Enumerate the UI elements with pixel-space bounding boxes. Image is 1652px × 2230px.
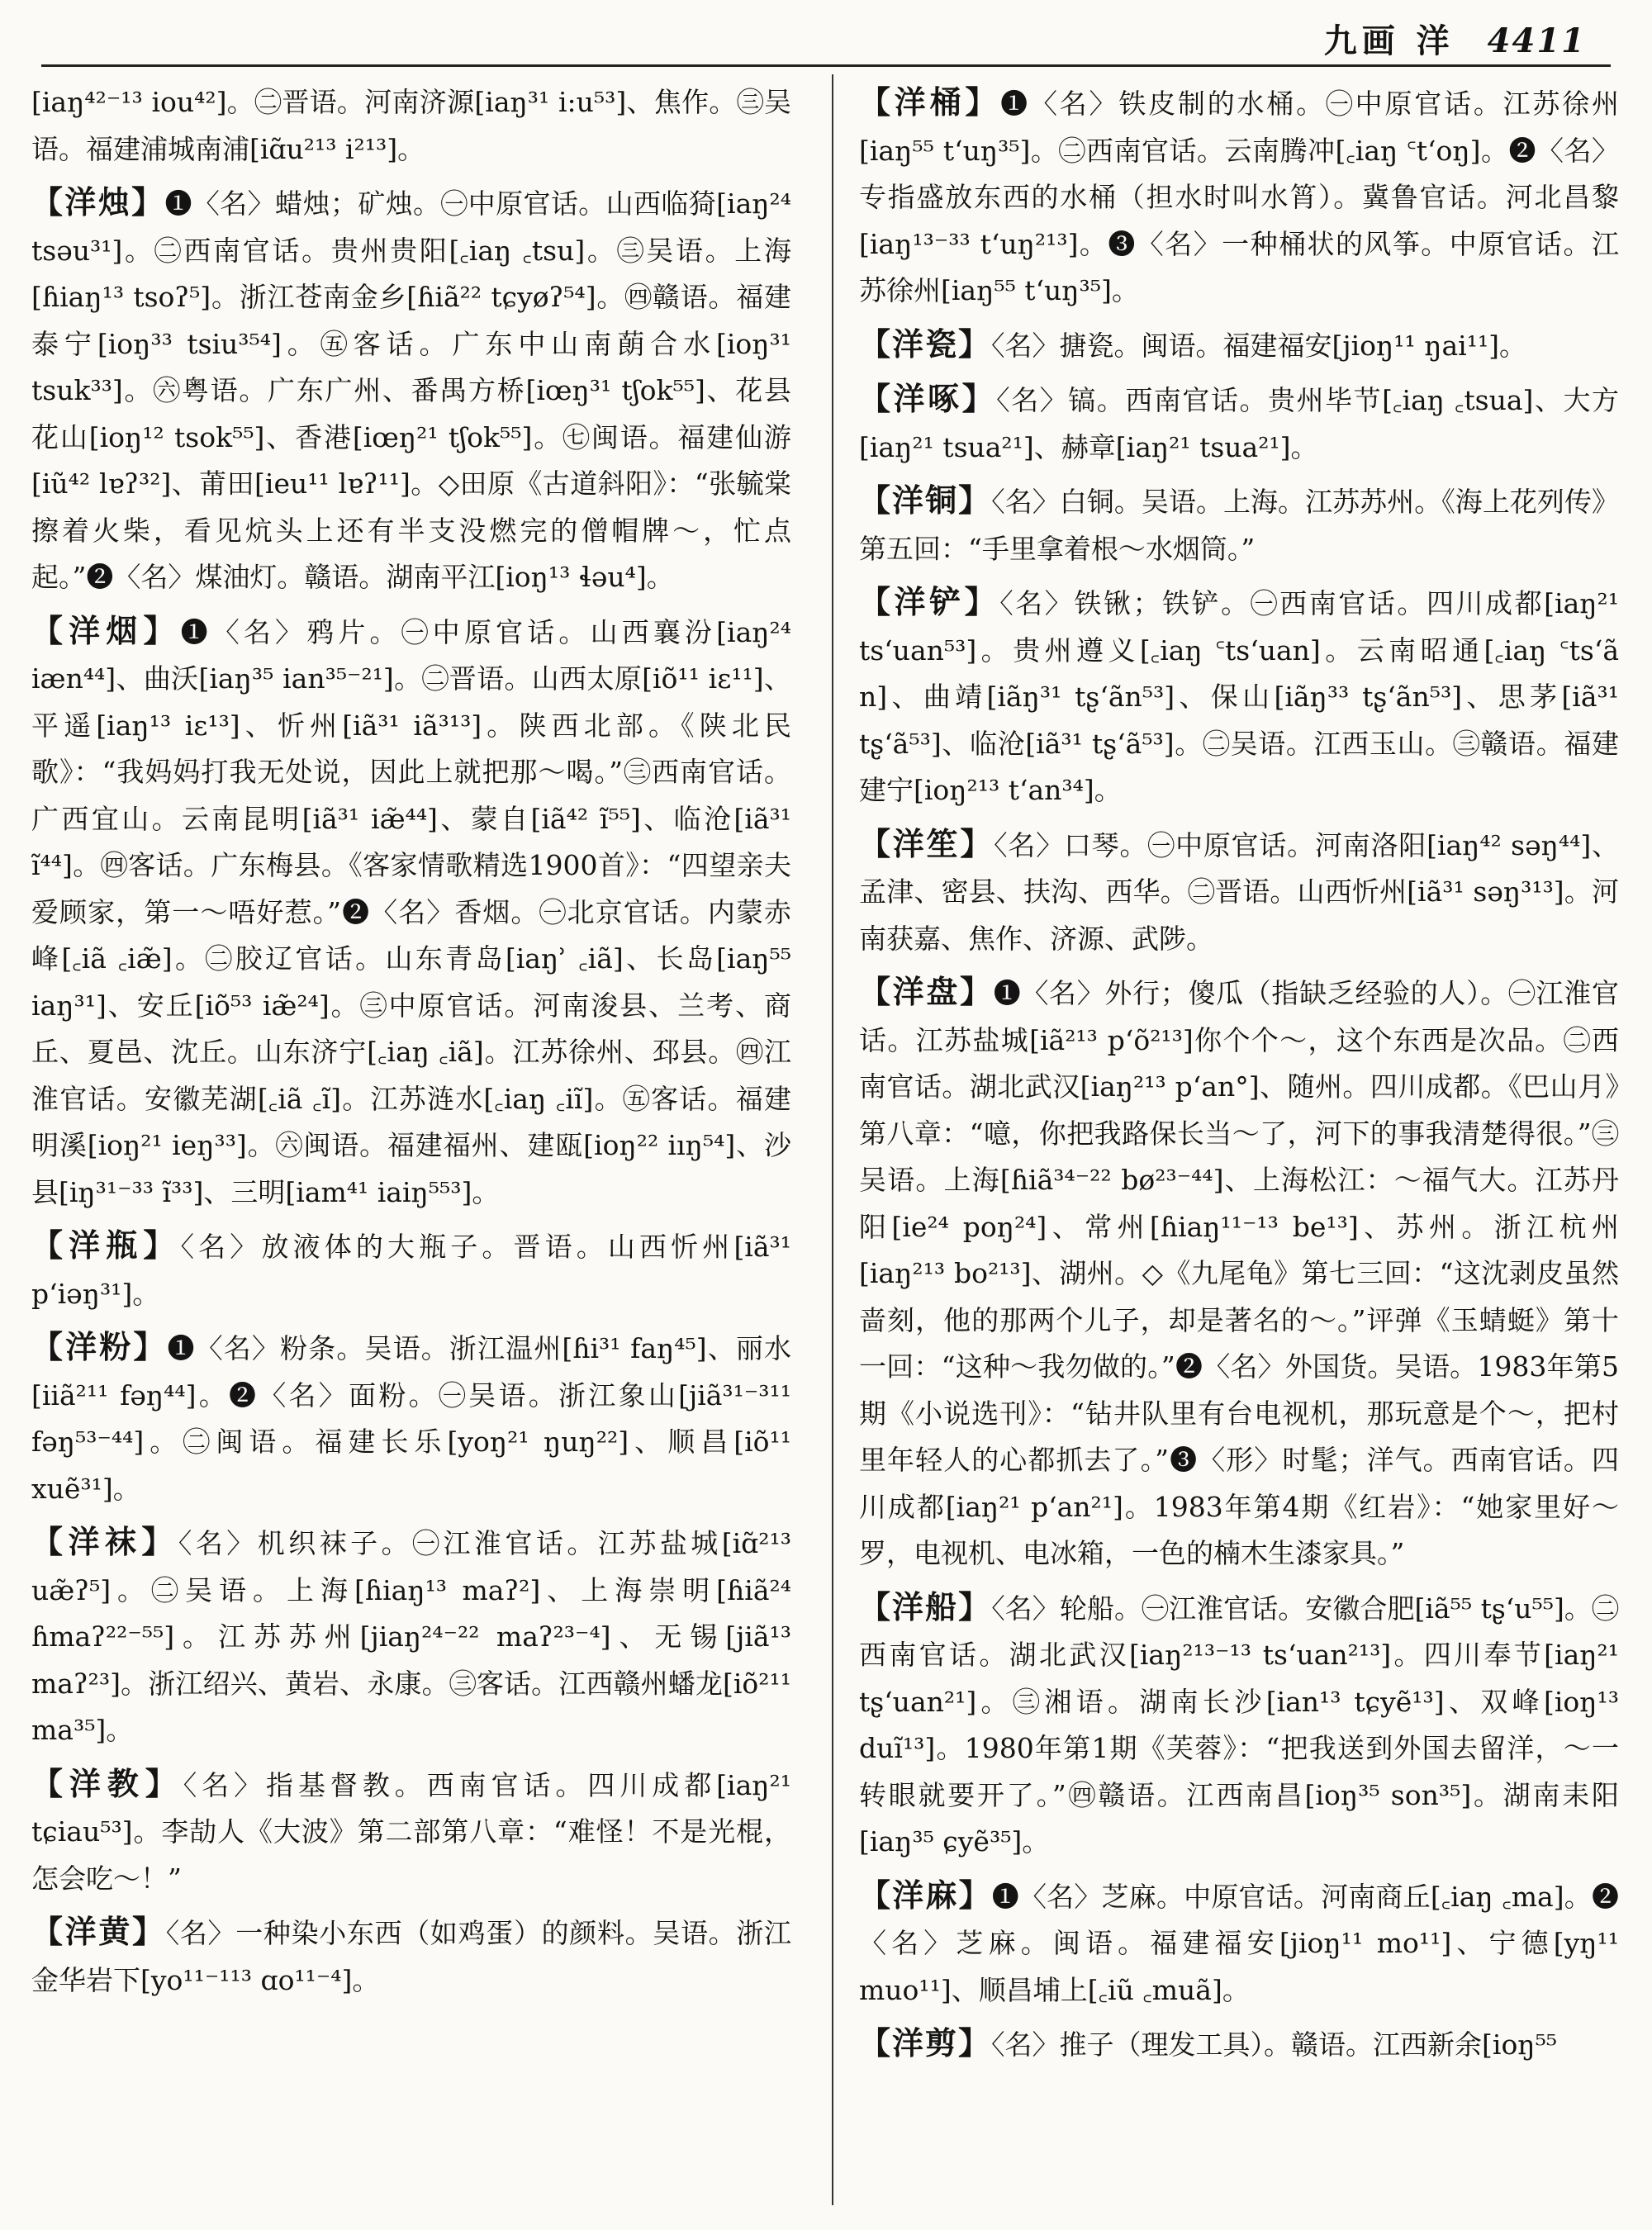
column-divider [832,74,833,2205]
entry-headword: 【洋粉】 [31,1328,168,1365]
entry-definition: 〈名〉搪瓷。闽语。福建福安[jioŋ¹¹ ŋai¹¹]。 [991,329,1527,362]
entry-definition: 〈名〉白铜。吴语。上海。江苏苏州。《海上花列传》第五回：“手里拿着根～水烟筒。” [859,486,1619,565]
entry-headword: 【洋桶】 [859,83,1001,121]
page-number: 4411 [1487,21,1586,60]
dictionary-entry [859,2020,1619,2069]
entry-headword: 【洋教】 [31,1764,183,1802]
continued-entry-text: [iaŋ⁴²⁻¹³ iou⁴²]。㊁晋语。河南济源[iaŋ³¹ i:u⁵³]、焦作。㊂吴语。福建浦城南浦[iɑ̃u²¹³ i²¹³]。 [31,86,791,165]
entry-headword: 【洋盘】 [859,973,994,1010]
entry-definition: 〈名〉指基督教。西南官话。四川成都[iaŋ²¹ tɕiau⁵³]。李劼人《大波》第二部第八章：“难怪！不是光棍，怎会吃～！” [31,1768,791,1895]
dictionary-entry [859,579,1619,814]
entry-definition: 〈名〉一种染小东西（如鸡蛋）的颜料。吴语。浙江金华岩下[yo¹¹⁻¹¹³ ɑo¹¹⁻⁴]。 [31,1917,791,1996]
entry-definition: 〈名〉放液体的大瓶子。晋语。山西忻州[iã³¹ pʻiəŋ³¹]。 [31,1231,791,1310]
dictionary-entry [31,1324,791,1512]
entry-headword: 【洋麻】 [859,1876,992,1914]
dictionary-entry [859,477,1619,572]
dictionary-entry [859,321,1619,370]
running-head-title: 九画 洋 [1323,21,1455,60]
page-header [0,0,1652,66]
dictionary-entry [31,1519,791,1754]
entry-headword: 【洋剪】 [859,2024,992,2062]
entry-definition: 〈名〉铁锹；铁铲。㊀西南官话。四川成都[iaŋ²¹ tsʻuan⁵³]。贵州遵义[꜀iaŋ ꜂tsʻuan]。云南昭通[꜀iaŋ ꜂tsʻã n]、曲靖[iãŋ³¹ tʂʻãn⁵³]、保山[iãŋ³³ tʂʻãn⁵³]、思茅[iã³¹ tʂʻã⁵³]、临沧[iã³¹ tʂʻã⁵³]。㊁吴语。江西玉山。㊂赣语。福建建宁[ioŋ²¹³ tʻan³⁴]。 [859,587,1619,806]
entry-headword: 【洋烟】 [31,611,181,649]
dictionary-entry [859,79,1619,315]
entry-headword: 【洋笙】 [859,824,995,862]
entry-headword: 【洋烛】 [31,183,165,221]
entry-definition: ❶〈名〉铁皮制的水桶。㊀中原官话。江苏徐州[iaŋ⁵⁵ tʻuŋ³⁵]。㊁西南官话。云南腾冲[꜀iaŋ ꜂tʻoŋ]。❷〈名〉专指盛放东西的水桶（担水时叫水筲）。冀鲁官话。河北昌黎[iaŋ¹³⁻³³ tʻuŋ²¹³]。❸〈名〉一种桶状的风筝。中原官话。江苏徐州[iaŋ⁵⁵ tʻuŋ³⁵]。 [859,88,1619,306]
entry-headword: 【洋铜】 [859,482,992,519]
entry-definition: ❶〈名〉外行；傻瓜（指缺乏经验的人）。㊀江淮官话。江苏盐城[iã²¹³ pʻõ²¹³]你个个～，这个东西是次品。㊁西南官话。湖北武汉[iaŋ²¹³ pʻan°]、随州。四川成都。《巴山月》第八章：“噫，你把我路保长当～了，河下的事我清楚得很。”㊂吴语。上海[ɦiã³⁴⁻²² bø²³⁻⁴⁴]、上海松江：～福气大。江苏丹阳[ie²⁴ poŋ²⁴]、常州[ɦiaŋ¹¹⁻¹³ be¹³]、苏州。浙江杭州[iaŋ²¹³ bo²¹³]、湖州。◇《九尾龟》第七三回：“这沈剥皮虽然啬刻，他的那两个儿子，却是著名的～。”评弹《玉蜻蜓》第十一回：“这种～我勿做的。”❷〈名〉外国货。吴语。1983年第5期《小说选刊》：“钻井队里有台电视机，那玩意是个～，把村里年轻人的心都抓去了。”❸〈形〉时髦；洋气。西南官话。四川成都[iaŋ²¹ pʻan²¹]。1983年第4期《红岩》：“她家里好～罗，电视机、电冰箱，一色的楠木生漆家具。” [859,977,1619,1569]
dictionary-entry [859,376,1619,471]
dictionary-entry [31,179,791,601]
entry-definition: 〈名〉推子（理发工具）。赣语。江西新余[ioŋ⁵⁵ [991,2028,1558,2061]
entry-definition: ❶〈名〉粉条。吴语。浙江温州[ɦi³¹ faŋ⁴⁵]、丽水[iiã²¹¹ fəŋ⁴⁴]。❷〈名〉面粉。㊀吴语。浙江象山[jiã³¹⁻³¹¹ fəŋ⁵³⁻⁴⁴]。㊁闽语。福建长乐[yoŋ²¹ ŋuŋ²²]、顺昌[iõ¹¹ xuẽ³¹]。 [31,1332,791,1505]
entry-headword: 【洋瓶】 [31,1226,181,1264]
entry-definition: 〈名〉轮船。㊀江淮官话。安徽合肥[iã⁵⁵ tʂʻu⁵⁵]。㊁西南官话。湖北武汉[iaŋ²¹³⁻¹³ tsʻuan²¹³]。四川奉节[iaŋ²¹ tʂʻuan²¹]。㊂湘语。湖南长沙[ian¹³ tɕyẽ¹³]、双峰[ioŋ¹³ duĩ¹³]。1980年第1期《芙蓉》：“把我送到外国去留洋，～一转眼就要开了。”㊃赣语。江西南昌[ioŋ³⁵ son³⁵]。湖南耒阳[iaŋ³⁵ ɕyẽ³⁵]。 [859,1592,1619,1858]
right-column [859,79,1619,2218]
dictionary-entry [859,969,1619,1578]
dictionary-entry [31,1909,791,2004]
entry-headword: 【洋啄】 [859,380,997,417]
entry-definition: ❶〈名〉芝麻。中原官话。河南商丘[꜀iaŋ ꜀ma]。❷〈名〉芝麻。闽语。福建福安[jioŋ¹¹ mo¹¹]、宁德[yŋ¹¹ muo¹¹]、顺昌埔上[꜀iũ ꜀muã]。 [859,1880,1619,2006]
entry-headword: 【洋船】 [859,1587,992,1625]
dictionary-entry [31,1761,791,1903]
entry-headword: 【洋铲】 [859,583,1000,620]
entry-definition: ❶〈名〉鸦片。㊀中原官话。山西襄汾[iaŋ²⁴ iæn⁴⁴]、曲沃[iaŋ³⁵ ian³⁵⁻²¹]。㊁晋语。山西太原[iõ¹¹ iɛ¹¹]、平遥[iaŋ¹³ iɛ¹³]、忻州[iã³¹ iã³¹³]。陕西北部。《陕北民歌》：“我妈妈打我无处说，因此上就把那～喝。”㊂西南官话。广西宜山。云南昆明[iã³¹ iæ̃⁴⁴]、蒙自[iã⁴² ĩ⁵⁵]、临沧[iã³¹ ĩ⁴⁴]。㊃客话。广东梅县。《客家情歌精选1900首》：“四望亲夫爱顾家，第一～唔好惹。”❷〈名〉香烟。㊀北京官话。内蒙赤峰[꜀iã ꜀iæ̃]。㊁胶辽官话。山东青岛[iaŋʾ ꜀iã]、长岛[iaŋ⁵⁵ iaŋ³¹]、安丘[iõ⁵³ iæ̃²⁴]。㊂中原官话。河南浚县、兰考、商丘、夏邑、沈丘。山东济宁[꜀iaŋ ꜀iã]。江苏徐州、邳县。㊃江淮官话。安徽芜湖[꜀iã ꜀ĩ]。江苏涟水[꜀iaŋ ꜀iĩ]。㊄客话。福建明溪[ioŋ²¹ ieŋ³³]。㊅闽语。福建福州、建瓯[ioŋ²² iıŋ⁵⁴]、沙县[iŋ³¹⁻³³ ĩ³³]、三明[iam⁴¹ iaiŋ⁵⁵³]。 [31,615,791,1208]
dictionary-entry [31,608,791,1217]
entry-definition: 〈名〉镐。西南官话。贵州毕节[꜀iaŋ ꜀tsua]、大方[iaŋ²¹ tsua²¹]、赫章[iaŋ²¹ tsua²¹]。 [859,384,1619,463]
left-column [31,79,791,2218]
dictionary-entry [859,1584,1619,1866]
entry-headword: 【洋袜】 [31,1523,178,1560]
entry-definition: ❶〈名〉蜡烛；矿烛。㊀中原官话。山西临猗[iaŋ²⁴ tsəu³¹]。㊁西南官话。贵州贵阳[꜀iaŋ ꜀tsu]。㊂吴语。上海[ɦiaŋ¹³ tsoʔ⁵]。浙江苍南金乡[ɦiã²² tɕyøʔ⁵⁴]。㊃赣语。福建泰宁[ioŋ³³ tsiu³⁵⁴]。㊄客话。广东中山南蓢合水[ioŋ³¹ tsuk³³]。㊅粤语。广东广州、番禺方桥[iœŋ³¹ tʃok⁵⁵]、花县花山[ioŋ¹² tsok⁵⁵]、香港[iœŋ²¹ tʃok⁵⁵]。㊆闽语。福建仙游[iũ⁴² lɐʔ³²]、莆田[ieu¹¹ lɐʔ¹¹]。◇田原《古道斜阳》：“张毓棠擦着火柴，看见炕头上还有半支没燃完的僧帽牌～，忙点起。”❷〈名〉煤油灯。赣语。湖南平江[ioŋ¹³ ɬəu⁴]。 [31,187,791,593]
entry-headword: 【洋瓷】 [859,325,992,363]
dictionary-entry [859,1872,1619,2014]
entry-definition: 〈名〉口琴。㊀中原官话。河南洛阳[iaŋ⁴² səŋ⁴⁴]、孟津、密县、扶沟、西华。㊁晋语。山西忻州[iã³¹ səŋ³¹³]。河南获嘉、焦作、济源、武陟。 [859,828,1619,955]
dictionary-entry [859,821,1619,963]
entry-definition: 〈名〉机织袜子。㊀江淮官话。江苏盐城[iɑ̃²¹³ uæ̃ʔ⁵]。㊁吴语。上海[ɦiaŋ¹³ maʔ²]、上海崇明[ɦiã²⁴ ɦmaʔ²²⁻⁵⁵]。江苏苏州[jiaŋ²⁴⁻²² maʔ²³⁻⁴]、无锡[jiã¹³ maʔ²³]。浙江绍兴、黄岩、永康。㊂客话。江西赣州蟠龙[iõ²¹¹ ma³⁵]。 [31,1527,791,1746]
running-head [1324,15,1586,62]
dictionary-entry [31,1222,791,1317]
header-rule [41,64,1611,67]
entry-headword: 【洋黄】 [31,1913,166,1950]
